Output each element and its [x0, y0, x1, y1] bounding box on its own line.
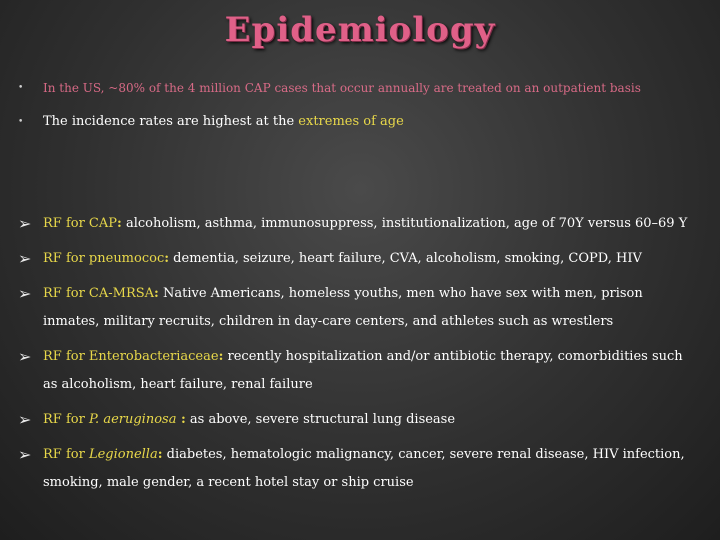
rf-text — [43, 210, 706, 238]
bullet-highlight: extremes of age — [298, 114, 404, 129]
bullet-text-pre: The incidence rates are highest at the — [43, 114, 299, 129]
slide-title: Epidemiology — [224, 10, 496, 50]
rf-body: alcoholism, asthma, immunosuppress, institutionalization, age of 70Y versus 60–69 Y — [121, 216, 688, 231]
rf-colon: : — [157, 447, 163, 462]
rf-colon: : — [164, 251, 170, 266]
rf-colon: : — [117, 216, 122, 231]
rf-label: RF for CAP — [43, 216, 118, 231]
rf-text — [43, 245, 706, 273]
rf-label-italic: P. aeruginosa — [88, 412, 177, 427]
rf-continuation: smoking, male gender, a recent hotel stay or ship cruise — [43, 475, 414, 490]
rf-continuation: as alcoholism, heart failure, renal failure — [43, 377, 313, 392]
rf-body: diabetes, hematologic malignancy, cancer, severe renal disease, HIV infection, — [162, 447, 685, 462]
rf-body: recently hospitalization and/or antibiotic therapy, comorbidities such — [223, 349, 683, 364]
bullet-dot-icon: • — [18, 83, 24, 93]
rf-text — [43, 343, 706, 371]
arrow-bullet-icon: ➢ — [18, 214, 32, 233]
rf-label: RF for — [43, 447, 89, 462]
rf-label: RF for pneumococ — [43, 251, 165, 266]
arrow-bullet-icon: ➢ — [18, 347, 32, 366]
rf-colon: : — [176, 412, 186, 427]
rf-text — [43, 406, 706, 434]
rf-text — [43, 280, 706, 308]
rf-body: dementia, seizure, heart failure, CVA, alcoholism, smoking, COPD, HIV — [169, 251, 642, 266]
rf-label: RF for — [43, 412, 89, 427]
rf-body: Native Americans, homeless youths, men who have sex with men, prison — [158, 286, 643, 301]
bullet-text — [43, 108, 706, 136]
rf-label-italic: Legionella — [88, 447, 158, 462]
rf-body: as above, severe structural lung disease — [185, 412, 456, 427]
bullet-text: In the US, ~80% of the 4 million CAP cases that occur annually are treated on an outpatient basis — [43, 81, 641, 95]
rf-text — [43, 441, 706, 469]
arrow-bullet-icon: ➢ — [18, 284, 32, 303]
arrow-bullet-icon: ➢ — [18, 410, 32, 429]
rf-label: RF for CA-MRSA — [43, 286, 155, 301]
rf-colon: : — [218, 349, 224, 364]
rf-continuation: inmates, military recruits, children in day-care centers, and athletes such as wrestlers — [43, 314, 614, 329]
bullet-dot-icon: • — [18, 117, 24, 127]
arrow-bullet-icon: ➢ — [18, 249, 32, 268]
arrow-bullet-icon: ➢ — [18, 445, 32, 464]
rf-label: RF for Enterobacteriaceae — [43, 349, 219, 364]
rf-colon: : — [154, 286, 159, 301]
